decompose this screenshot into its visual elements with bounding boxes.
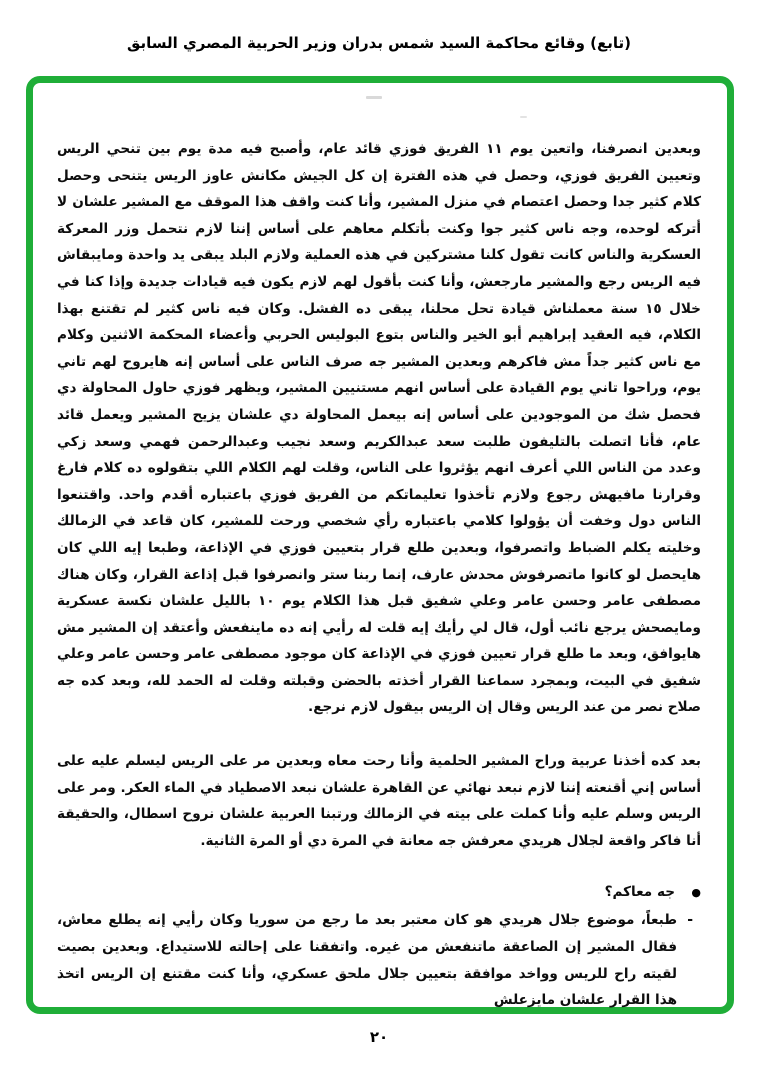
scan-artifact [366, 96, 382, 99]
testimony-paragraph-2: بعد كده أخذنا عربية وراح المشير الحلمية وأنا رحت معاه وبعدين مر على الريس ليسلم عليه على أساس إني أقنعته إننا لازم نبعد نهائي عن القاهرة علشان نبعد الاصطياد في الماء العكر. ومر على الريس وسلم عليه وأنا كملت على بيته في الزمالك ورتبنا العربية علشان نروح اسطال، والحقيقة أنا فاكر واقعة لجلال هريدي معرفش جه معانة في المرة دي أو المرة الثانية. [57, 753, 701, 849]
answer-row [57, 907, 701, 1013]
testimony-paragraph-1: وبعدين انصرفنا، واتعين يوم ١١ الفريق فوزي قائد عام، وأصبح فيه مدة يوم بين تنحي الريس وتعيين الفريق فوزي، وحصل في هذه الفترة إن كل الجيش مكانش عاوز الريس يتنحى وحصل كلام كثير جدا وحصل اعتصام في منزل المشير، وأنا كنت واقف هذا الموقف مع المشير علشان لا أتركه لوحده، وجه ناس كثير جوا وكنت بأتكلم معاهم على أساس إننا لازم نتحمل وزر المعركة العسكرية والناس كانت تقول كلنا مشتركين في هذه العملية ولازم البلد يبقى يد واحدة ومايبقاش فيه الريس رجع والمشير مارجعش، وأنا كنت بأقول لهم لازم يكون فيه قيادات جديدة وإذا كنا في خلال ١٥ سنة معملناش قيادة تحل محلنا، يبقى ده الفشل. وكان فيه ناس كثير لم تقتنع بهذا الكلام، فيه العقيد إبراهيم أبو الخير والناس بتوع البوليس الحربي وأعضاء المحكمة الاثنين وكلام مع ناس كثير جداً مش فاكرهم وبعدين المشير جه صرف الناس على أساس إنه هايروح لهم تاني يوم، وراحوا تاني يوم القيادة على أساس انهم مستنيين المشير، ويظهر فوزي حاول المحاولة دي فحصل شك من الموجودين على أساس إنه بيعمل المحاولة دي علشان يزيح المشير ويعمل قائد عام، فأنا اتصلت بالتليفون طلبت سعد عبدالكريم وسعد نجيب وعبدالرحمن فهمي وسعد زكي وعدد من الناس اللي أعرف انهم يؤثروا على الناس، وقلت لهم الكلام اللي بتقولوه ده كلام فارغ وقرارنا مافيهش رجوع ولازم تأخذوا تعليماتكم من الفريق فوزي باعتباره أقدم واحد. واقتنعوا الناس دول وخفت أن يؤولوا كلامي باعتباره رأي شخصي ورحت للمشير، كان قاعد في الزمالك وخليته يكلم الضباط واتصرفوا، وبعدين طلع قرار بتعيين فوزي في الإذاعة، وطبعا إيه اللي كان هايحصل لو كانوا ماتصرفوش محدش عارف، إنما ربنا ستر وانصرفوا قبل إذاعة القرار، وكان هناك مصطفى عامر وحسن عامر وعلي شفيق قبل هذا الكلام يوم ١٠ بالليل علشان نكسة عسكرية ومايصحش يرجع نائب أول، قال لي رأيك إيه قلت له رأيي إنه ده ماينفعش وأعتقد إن المشير مش هايوافق، وبعد ما طلع قرار تعيين فوزي في الإذاعة كان موجود مصطفى عامر وحسن عامر وعلي شفيق في البيت، وبمجرد سماعنا القرار أخذته بالحضن وقبلته وقلت له الحمد لله، وبعد كده جه صلاح نصر من عند الريس وقال إن الريس بيقول لازم نرجع. [57, 141, 701, 716]
question-text: جه معاكم؟ [604, 884, 675, 901]
scan-artifact [520, 116, 527, 118]
bullet-icon: ● [691, 886, 701, 900]
document-body [57, 136, 701, 1014]
page-title: (تابع) وقائع محاكمة السيد شمس بدران وزير الحربية المصري السابق [126, 34, 632, 52]
dash-icon: - [687, 912, 693, 929]
page-number: ٢٠ [369, 1028, 389, 1046]
question-row [57, 884, 701, 900]
answer-text: طبعاً، موضوع جلال هريدي هو كان معتبر بعد ما رجع من سوريا وكان رأيي إنه يطلع معاش، فقال المشير إن الصاعقة ماتنفعش من غيره. واتفقنا على إحالته للاستيداع. وبعدين بصيت لقيته راح للريس وواخد موافقة بتعيين جلال ملحق عسكري، وأنا كنت مقتنع إن الريس اتخذ هذا القرار علشان مايزعلش [57, 912, 677, 1009]
